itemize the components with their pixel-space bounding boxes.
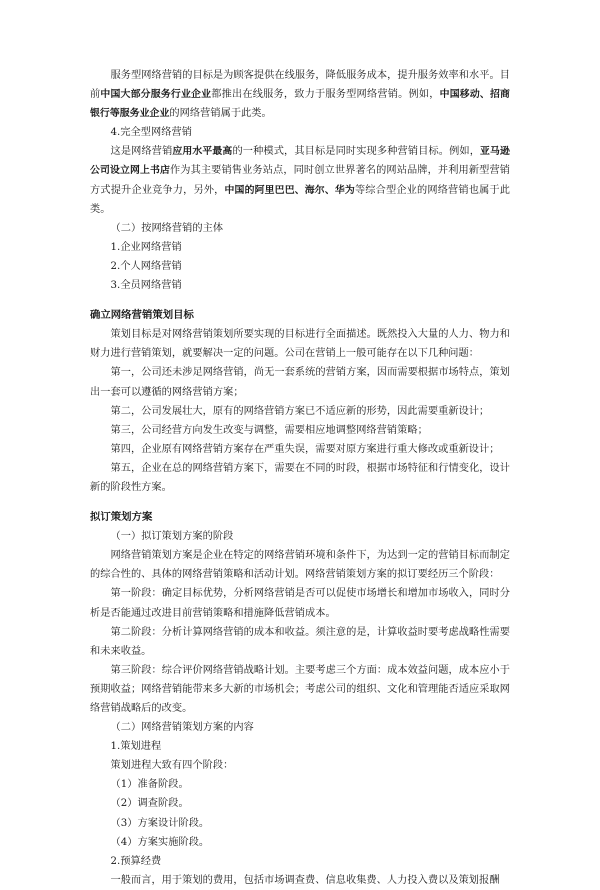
bold-run: 中国的阿里巴巴、海尔、华为 <box>224 184 355 196</box>
subject-item: 1.企业网络营销 <box>110 241 182 253</box>
complete-marketing-paragraph <box>90 142 510 218</box>
progress-step: （3）方案设计阶段。 <box>110 817 210 829</box>
goal-paragraph: 第二，公司发展壮大，原有的网络营销方案已不适应新的形势，因此需要重新设计； <box>110 405 490 417</box>
heading-goal: 确立网络营销策划目标 <box>90 309 194 322</box>
content-section-title: （二）网络营销策划方案的内容 <box>110 722 254 734</box>
text-run: 这是网络营销 <box>110 146 173 158</box>
progress-step: （4）方案实施阶段。 <box>110 836 210 848</box>
section-2-title: （二）按网络营销的主体 <box>110 222 224 234</box>
text-run: 作为其主要销售业务站点，同时创立世界著名的网站品牌，并利用新型营销方式提升企业竞争力，另外， <box>90 165 510 196</box>
text-run: 服务型网络营销的目标是为顾客提供在线服务，降低服务成本，提升服务效率和水平。目前 <box>90 70 510 101</box>
text-run: 的网络营销属于此类。 <box>169 108 272 120</box>
text-run: 等综合型企业的网络营销也属于此类。 <box>90 184 511 215</box>
stage-paragraph: 网络营销策划方案是企业在特定的网络营销环境和条件下，为达到一定的营销目标而制定的综合性的、具体的网络营销策略和活动计划。网络营销策划方案的拟订要经历三个阶段： <box>90 550 510 581</box>
goal-paragraph: 第一，公司还未涉足网络营销，尚无一套系统的营销方案，因而需要根据市场特点，策划出一套可以遵循的网络营销方案； <box>90 367 510 398</box>
text-run: 的一种模式，其目标是同时实现多种营销目标。例如， <box>232 146 481 158</box>
bold-run: 应用水平最高 <box>172 146 233 158</box>
progress-intro: 策划进程大致有四个阶段： <box>110 760 234 772</box>
service-marketing-paragraph <box>90 66 510 123</box>
document-page <box>90 66 510 890</box>
goal-paragraph: 第四，企业原有网络营销方案存在严重失误，需要对原方案进行重大修改或重新设计； <box>110 443 500 455</box>
goal-paragraph: 策划目标是对网络营销策划所要实现的目标进行全面描述。既然投入大量的人力、物力和财力进行营销策划，就要解决一定的问题。公司在营销上一般可能存在以下几种问题： <box>90 329 510 360</box>
stage-paragraph: 第一阶段：确定目标优势，分析网络营销是否可以促使市场增长和增加市场收入，同时分析是否能通过改进目前营销策略和措施降低营销成本。 <box>90 588 510 619</box>
subject-item: 3.全员网络营销 <box>110 280 182 292</box>
item-4-title: 4.完全型网络营销 <box>110 127 192 139</box>
bold-run: 亚马逊公司设立网上书店 <box>90 146 510 177</box>
goal-paragraph: 第五，企业在总的网络营销方案下，需要在不同的时段，根据市场特征和行情变化，设计新的阶段性方案。 <box>90 462 510 493</box>
text-run: 都推出在线服务，致力于服务型网络营销。例如， <box>211 89 440 101</box>
stage-section-title: （一）拟订策划方案的阶段 <box>110 531 234 543</box>
progress-step: （2）调查阶段。 <box>110 798 189 810</box>
subject-item: 2.个人网络营销 <box>110 260 182 272</box>
goal-paragraph: 第三，公司经营方向发生改变与调整，需要相应地调整网络营销策略； <box>110 424 428 436</box>
bold-run: 中国移动、招商银行等服务业企业 <box>90 89 510 120</box>
progress-step: （1）准备阶段。 <box>110 779 189 791</box>
bold-run: 中国大部分服务行业企业 <box>100 89 212 101</box>
progress-title: 1.策划进程 <box>110 741 162 753</box>
budget-paragraph: 一般而言，用于策划的费用，包括市场调查费、信息收集费、人力投入费以及策划报酬 <box>110 874 500 886</box>
budget-title: 2.预算经费 <box>110 855 162 867</box>
stage-paragraph: 第三阶段：综合评价网络营销战略计划。主要考虑三个方面：成本效益问题，成本应小于预期收益；网络营销能带来多大新的市场机会；考虑公司的组织、文化和管理能否适应采取网络营销战略后的改变。 <box>90 664 510 714</box>
stage-paragraph: 第二阶段：分析计算网络营销的成本和收益。须注意的是，计算收益时要考虑战略性需要和未来收益。 <box>90 626 510 657</box>
heading-plan: 拟订策划方案 <box>90 511 153 524</box>
